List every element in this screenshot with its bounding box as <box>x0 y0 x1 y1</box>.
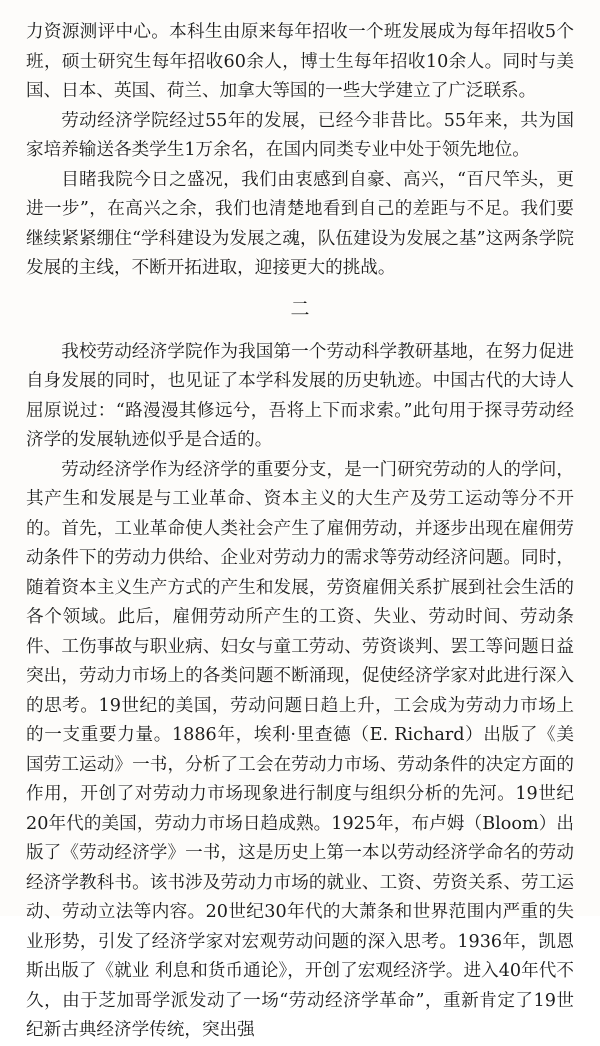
section-heading: 二 <box>290 297 310 320</box>
paragraph-progress: 劳动经济学院经过55年的发展，已经今非昔比。55年来，共为国家培养输送各类学生1万余名，在国内同类专业中处于领先地位。 <box>26 110 574 160</box>
paragraph-intro: 我校劳动经济学院作为我国第一个劳动科学教研基地，在努力促进自身发展的同时，也见证了本学科发展的历史轨迹。中国古代的大诗人屈原说过：“路漫漫其修远兮，吾将上下而求索。”此句用于探寻劳动经济学的发展轨迹似乎是合适的。 <box>26 341 574 450</box>
page-body <box>26 18 574 1046</box>
paragraph-history: 劳动经济学作为经济学的重要分支，是一门研究劳动的人的学问，其产生和发展是与工业革命、资本主义的大生产及劳工运动等分不开的。首先，工业革命使人类社会产生了雇佣劳动，并逐步出现在雇佣劳动条件下的劳动力供给、企业对劳动力的需求等劳动经济问题。同时，随着资本主义生产方式的产生和发展，劳资雇佣关系扩展到社会生活的各个领域。此后，雇佣劳动所产生的工资、失业、劳动时间、劳动条件、工伤事故与职业病、妇女与童工劳动、劳资谈判、罢工等问题日益突出，劳动力市场上的各类问题不断涌现，促使经济学家对此进行深入的思考。19世纪的美国，劳动问题日趋上升，工会成为劳动力市场上的一支重要力量。1886年，埃利·里查德（E. Richard）出版了《美国劳工运动》一书，分析了工会在劳动力市场、劳动条件的决定方面的作用，开创了对劳动力市场现象进行制度与组织分析的先河。19世纪20年代的美国，劳动力市场日趋成熟。1925年，布卢姆（Bloom）出版了《劳动经济学》一书，这是历史上第一本以劳动经济学命名的劳动经济学教科书。该书涉及劳动力市场的就业、工资、劳资关系、劳工运动、劳动立法等内容。20世纪30年代的大萧条和世界范围内严重的失业形势，引发了经济学家对宏观劳动问题的深入思考。1936年，凯恩斯出版了《就业 利息和货币通论》，开创了宏观经济学。进入40年代不久，由于芝加哥学派发动了一场“劳动经济学革命”，重新肯定了19世纪新古典经济学传统，突出强 <box>26 459 574 1040</box>
paragraph-continued: 力资源测评中心。本科生由原来每年招收一个班发展成为每年招收5个班，硕士研究生每年招收60余人，博士生每年招收10余人。同时与美国、日本、英国、荷兰、加拿大等国的一些大学建立了广泛联系。 <box>26 22 574 101</box>
paragraph-outlook: 目睹我院今日之盛况，我们由衷感到自豪、高兴，“百尺竿头，更进一步”，在高兴之余，我们也清楚地看到自己的差距与不足。我们要继续紧紧绷住“学科建设为发展之魂，队伍建设为发展之基”这两条学院发展的主线，不断开拓进取，迎接更大的挑战。 <box>26 169 574 278</box>
